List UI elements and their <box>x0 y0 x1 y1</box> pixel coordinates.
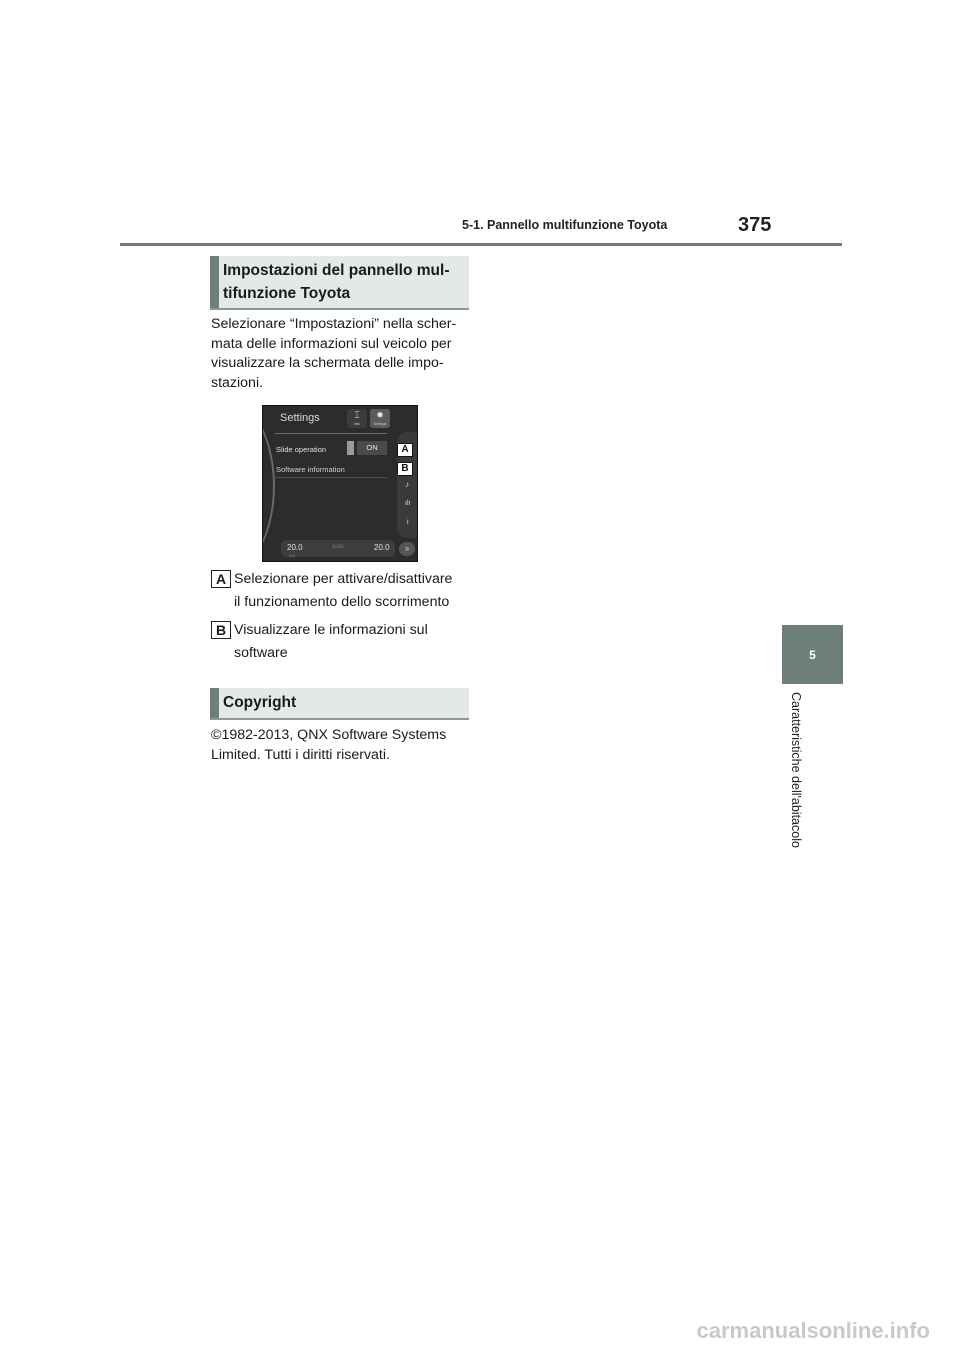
screen-tab-settings <box>370 409 390 428</box>
screen-temp-right: 20.0 <box>374 543 390 552</box>
gear-icon: ✹ <box>376 410 384 420</box>
screen-tab-info <box>347 409 367 428</box>
header-rule <box>120 243 842 246</box>
screen-slide-operation: Slide operation <box>276 445 327 454</box>
chapter-side-label <box>789 692 807 892</box>
settings-paragraph <box>211 315 471 394</box>
screen-auto-label: auto <box>332 544 344 550</box>
info-icon: ⌶ <box>354 410 360 420</box>
callout-badge-a: A <box>211 570 231 588</box>
screen-on-value: ON <box>357 441 387 455</box>
info-small-icon: i <box>407 519 409 526</box>
chapter-tab: 5 <box>782 625 843 684</box>
paragraph-line: Selezionare “Impostazioni” nella scher- <box>211 316 457 332</box>
section-heading-line: tifunzione Toyota <box>223 285 351 302</box>
section-heading-copyright <box>210 688 469 720</box>
watermark: carmanualsonline.info <box>696 1318 930 1343</box>
copyright-paragraph <box>211 726 471 765</box>
screen-title: Settings <box>280 412 320 424</box>
screen-tab-label: Settings <box>373 422 387 426</box>
equalizer-icon: ılı <box>405 500 411 507</box>
running-header-section: 5-1. Pannello multifunzione Toyota <box>462 218 668 232</box>
settings-screen-image <box>262 405 418 562</box>
callout-line: Visualizzare le informazioni sul <box>234 622 428 638</box>
callout-label-b: B <box>397 462 413 476</box>
music-icon: ♪ <box>405 480 409 489</box>
section-heading-line: Impostazioni del pannello mul- <box>223 262 450 279</box>
paragraph-line: mata delle informazioni sul veicolo per <box>211 335 452 352</box>
section-heading-settings <box>210 256 469 310</box>
paragraph-line: ©1982-2013, QNX Software Systems <box>211 727 447 743</box>
screen-tab-label: Info <box>354 422 360 426</box>
paragraph-line: stazioni. <box>211 375 264 392</box>
callout-badge-b: B <box>211 621 231 639</box>
copyright-heading: Copyright <box>223 694 297 711</box>
chapter-side-label-text: Caratteristiche dell'abitacolo <box>789 692 803 848</box>
callout-line: software <box>234 645 288 661</box>
callout-a <box>211 568 471 618</box>
screen-arc-decoration <box>262 405 275 562</box>
callout-b <box>211 619 471 669</box>
paragraph-line: Limited. Tutti i diritti riservati. <box>211 746 390 763</box>
page-number: 375 <box>738 214 772 236</box>
screen-toggle <box>347 441 354 455</box>
paragraph-line: visualizzare la schermata delle impo- <box>211 355 444 372</box>
screen-software-information: Software information <box>276 465 345 474</box>
screen-row-rule <box>275 477 387 478</box>
screen-title-rule <box>275 433 387 434</box>
double-chevron-icon: » <box>399 542 415 556</box>
callout-label-a: A <box>397 443 413 457</box>
screen-ac-label: A/C <box>289 553 296 558</box>
callout-line: Selezionare per attivare/disattivare <box>234 571 453 587</box>
screen-temp-left: 20.0 <box>287 543 303 552</box>
callout-line: il funzionamento dello scorrimento <box>234 594 450 610</box>
